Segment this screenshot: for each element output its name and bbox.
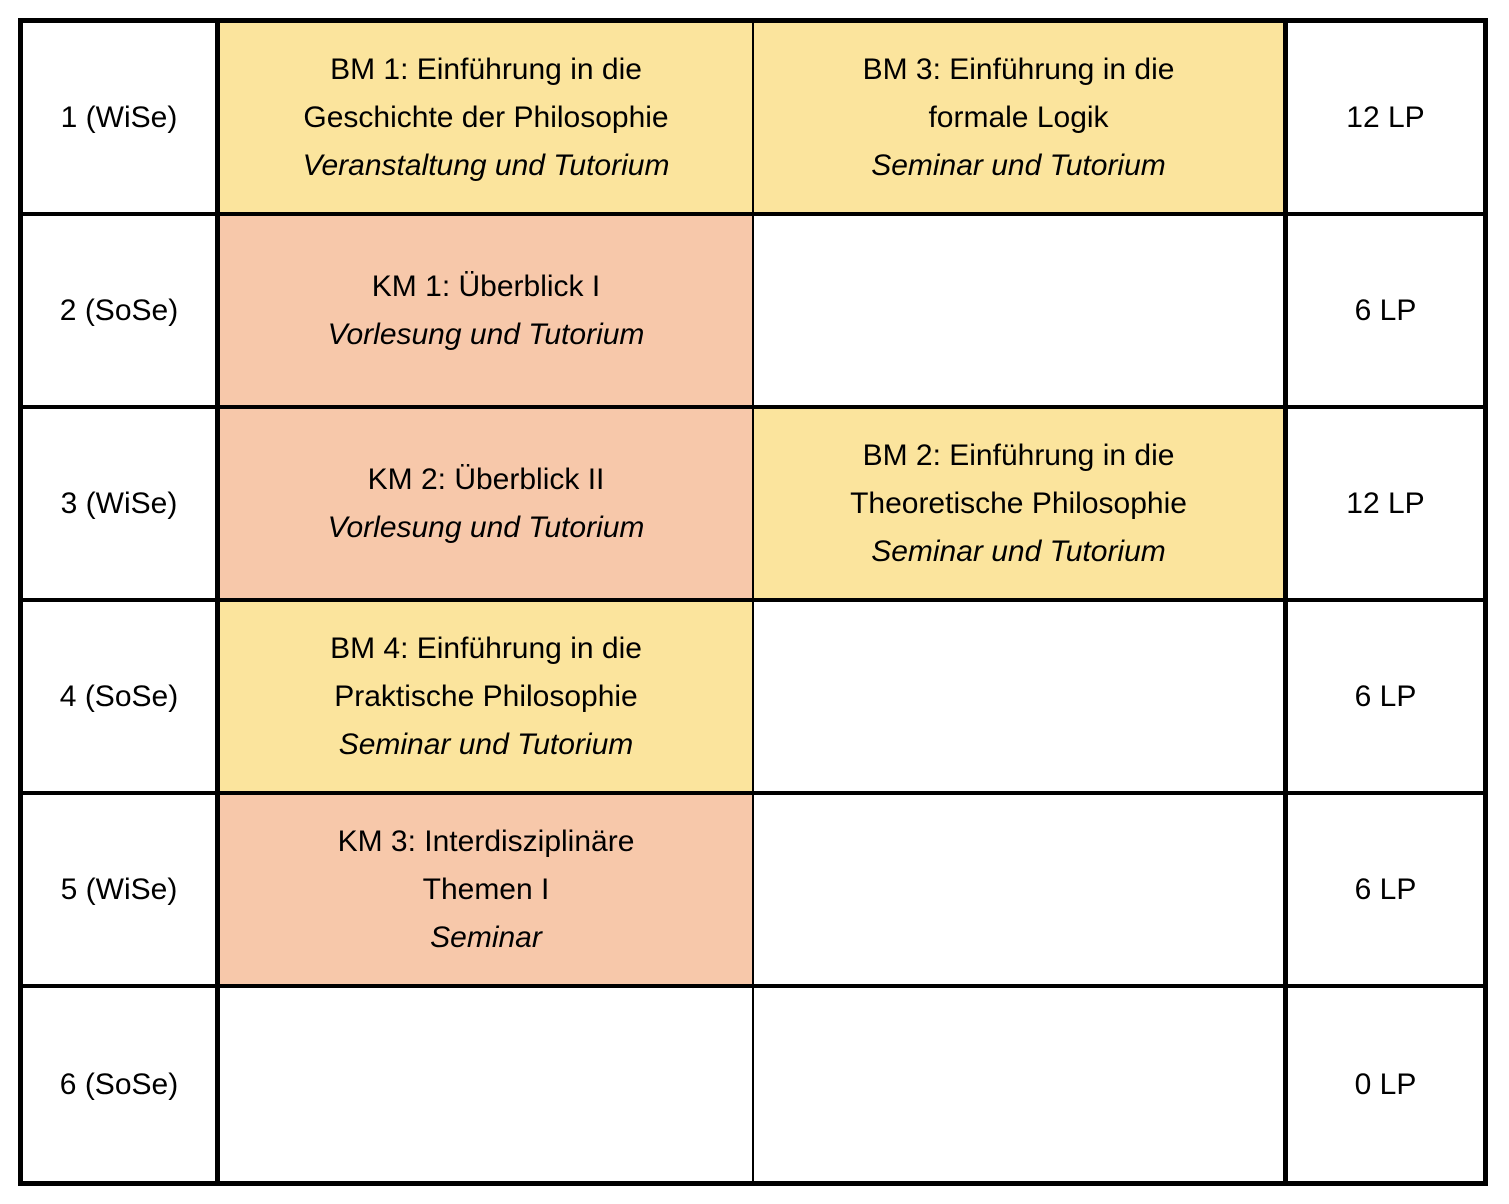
- study-plan-table: [18, 18, 1488, 1186]
- module-course-type: Seminar und Tutorium: [871, 534, 1166, 568]
- module-cell: [220, 795, 754, 988]
- credits-label: 12 LP: [1346, 100, 1425, 134]
- semester-cell: [23, 23, 220, 216]
- credits-label: 6 LP: [1354, 872, 1417, 906]
- module-title-line: Geschichte der Philosophie: [303, 100, 669, 134]
- empty-module-cell: [754, 216, 1288, 409]
- module-course-type: Vorlesung und Tutorium: [327, 317, 645, 351]
- semester-label: 6 (SoSe): [59, 1067, 179, 1101]
- module-cell: [754, 409, 1288, 602]
- module-title-line: BM 1: Einführung in die: [330, 52, 642, 86]
- module-title-line: BM 2: Einführung in die: [862, 438, 1175, 472]
- module-course-type: Seminar: [430, 920, 542, 954]
- module-title-line: KM 2: Überblick II: [367, 462, 605, 496]
- module-course-type: Veranstaltung und Tutorium: [302, 148, 670, 182]
- module-title-line: Themen I: [422, 872, 550, 906]
- credits-label: 0 LP: [1354, 1067, 1417, 1101]
- module-title-line: KM 1: Überblick I: [371, 269, 601, 303]
- credits-label: 12 LP: [1346, 486, 1425, 520]
- credits-cell: [1288, 216, 1483, 409]
- module-cell: [220, 23, 754, 216]
- credits-label: 6 LP: [1354, 293, 1417, 327]
- semester-label: 5 (WiSe): [60, 872, 178, 906]
- module-title-line: formale Logik: [928, 100, 1109, 134]
- module-title-line: Theoretische Philosophie: [850, 486, 1187, 520]
- semester-label: 1 (WiSe): [60, 100, 178, 134]
- empty-module-cell: [220, 988, 754, 1181]
- semester-cell: [23, 409, 220, 602]
- module-course-type: Seminar und Tutorium: [338, 727, 634, 761]
- semester-cell: [23, 988, 220, 1181]
- semester-label: 2 (SoSe): [59, 293, 179, 327]
- credits-label: 6 LP: [1354, 679, 1417, 713]
- module-cell: [220, 409, 754, 602]
- module-title-line: BM 3: Einführung in die: [862, 52, 1175, 86]
- semester-cell: [23, 602, 220, 795]
- semester-label: 3 (WiSe): [60, 486, 178, 520]
- module-cell: [220, 602, 754, 795]
- credits-cell: [1288, 23, 1483, 216]
- module-title-line: KM 3: Interdisziplinäre: [337, 824, 635, 858]
- semester-cell: [23, 795, 220, 988]
- module-course-type: Seminar und Tutorium: [871, 148, 1166, 182]
- credits-cell: [1288, 409, 1483, 602]
- credits-cell: [1288, 795, 1483, 988]
- credits-cell: [1288, 988, 1483, 1181]
- semester-label: 4 (SoSe): [59, 679, 179, 713]
- module-course-type: Vorlesung und Tutorium: [327, 510, 645, 544]
- empty-module-cell: [754, 602, 1288, 795]
- module-title-line: Praktische Philosophie: [334, 679, 638, 713]
- empty-module-cell: [754, 795, 1288, 988]
- empty-module-cell: [754, 988, 1288, 1181]
- module-cell: [754, 23, 1288, 216]
- credits-cell: [1288, 602, 1483, 795]
- module-title-line: BM 4: Einführung in die: [330, 631, 642, 665]
- semester-cell: [23, 216, 220, 409]
- module-cell: [220, 216, 754, 409]
